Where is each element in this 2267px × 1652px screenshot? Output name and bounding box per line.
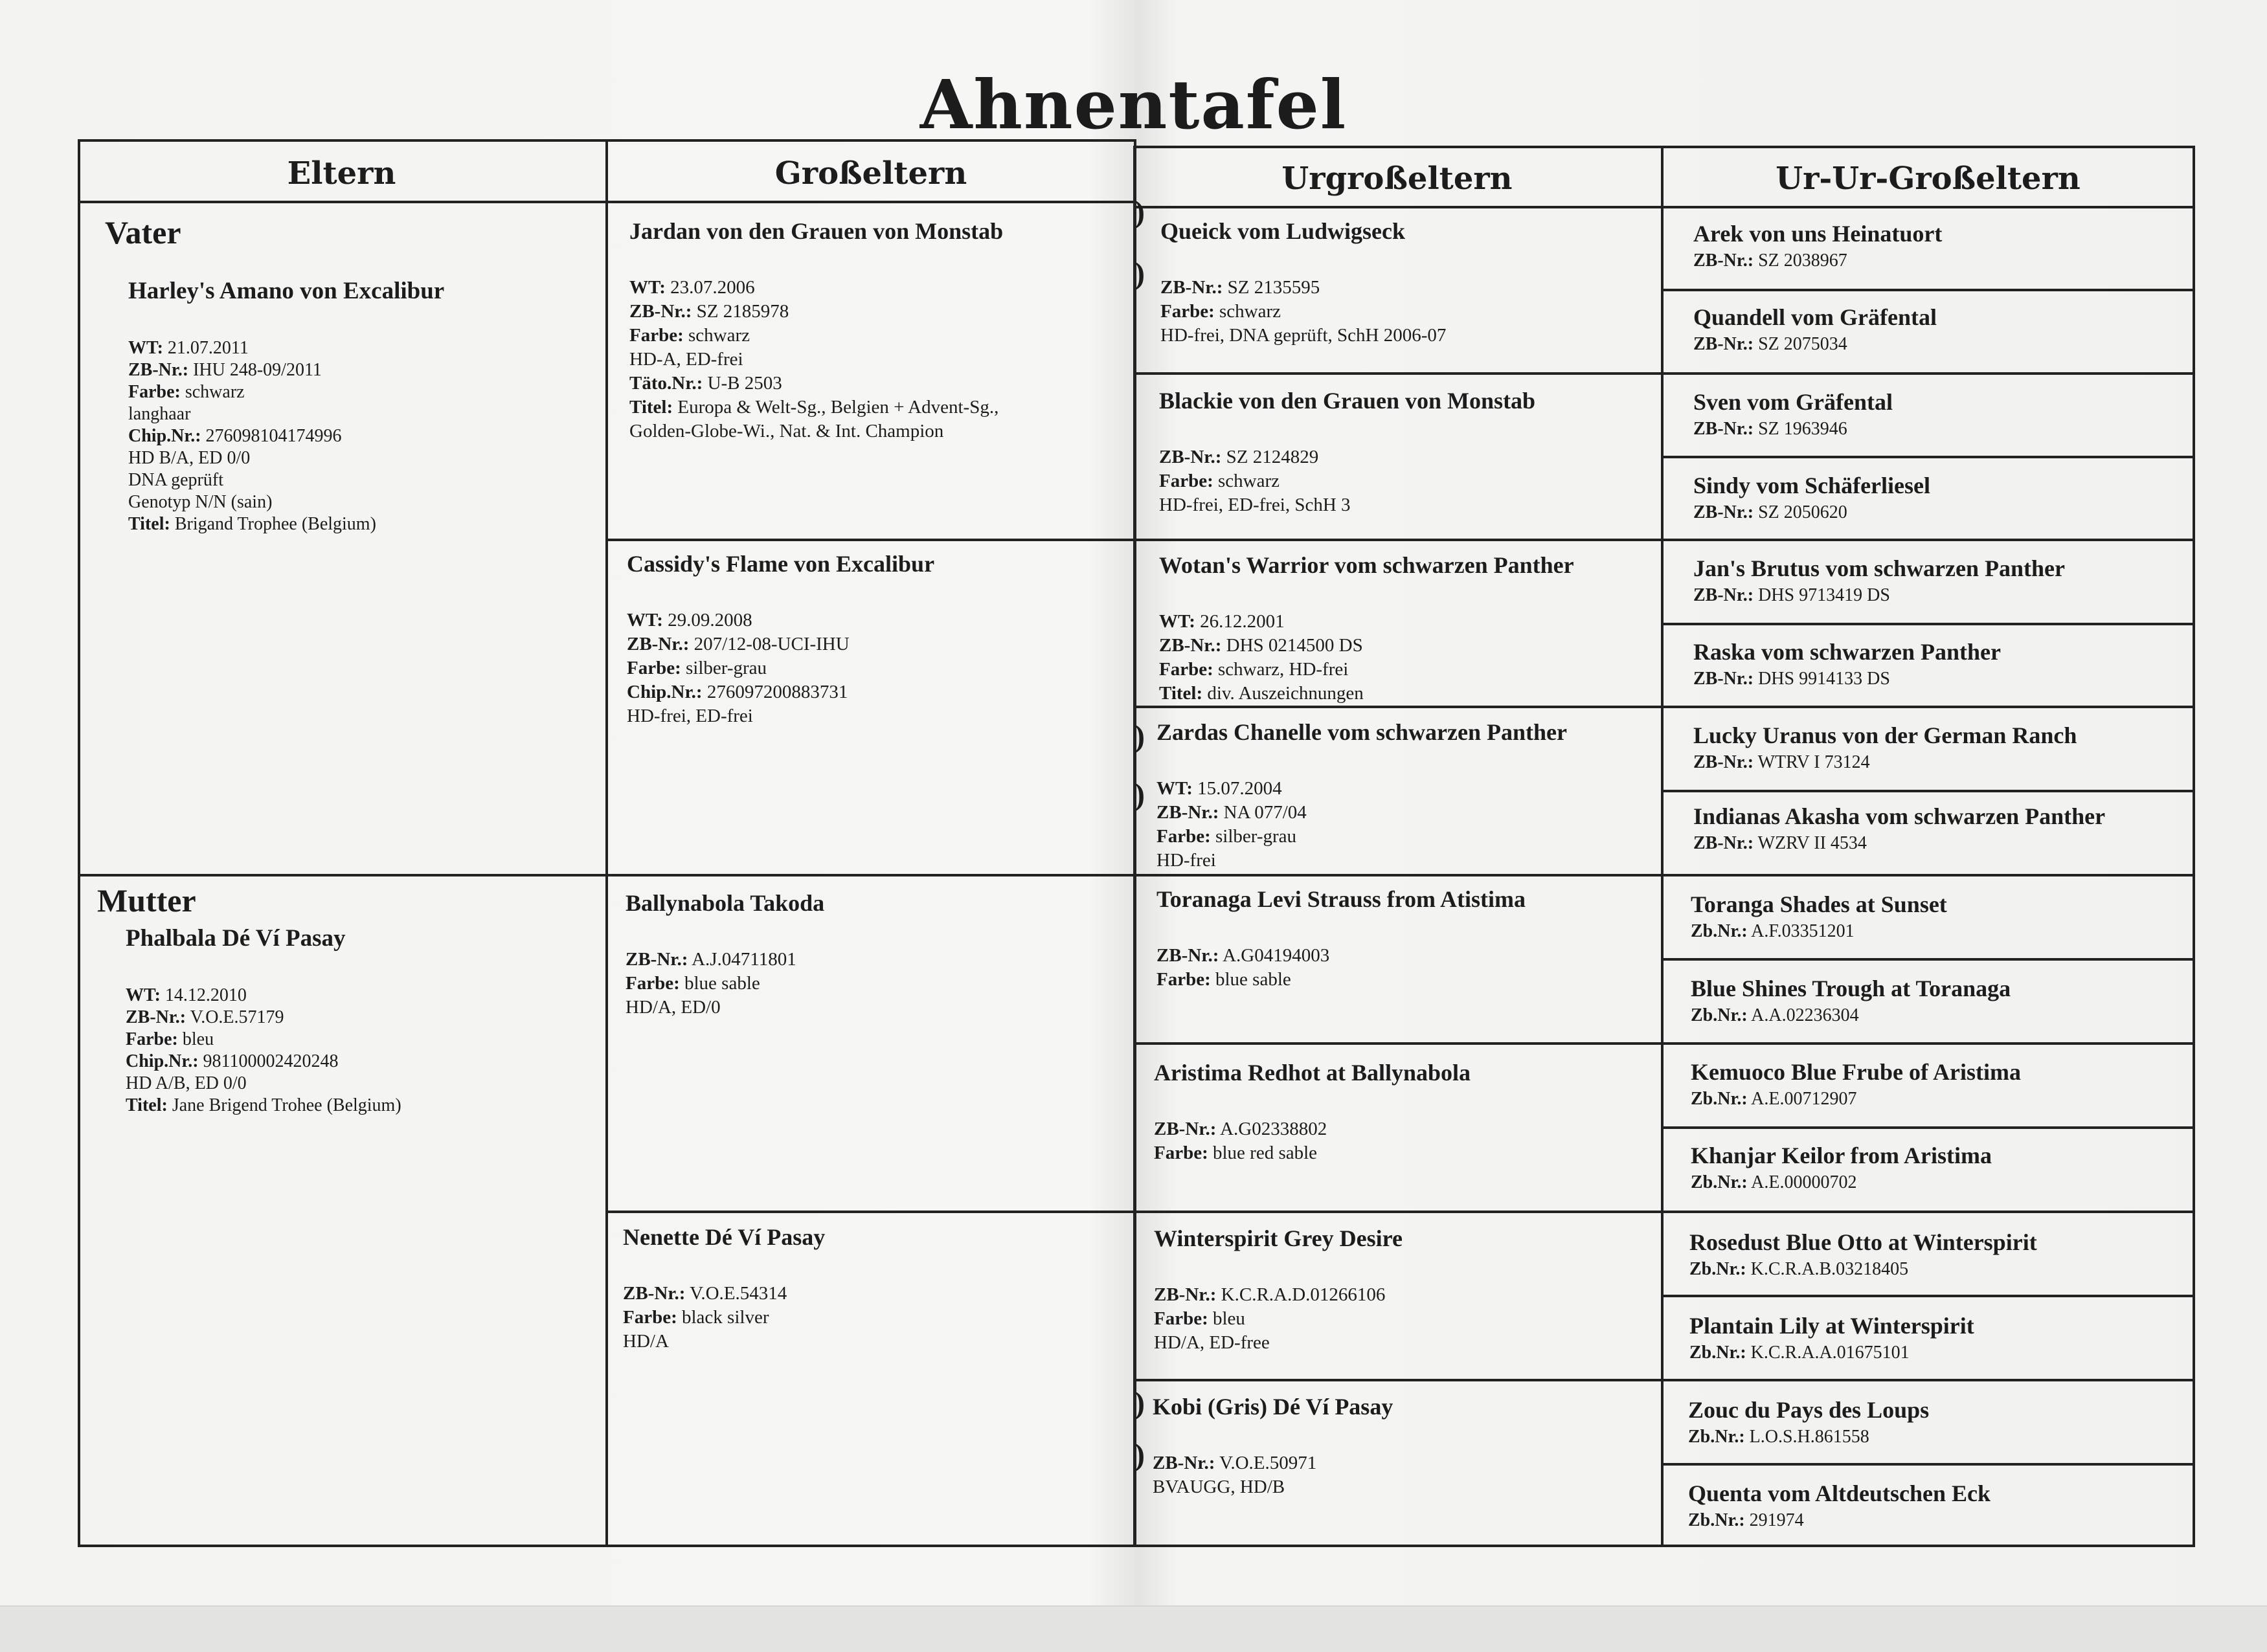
gggp-5-name: Jan's Brutus vom schwarzen Panther <box>1693 555 2065 581</box>
gp2-wt-label: WT: <box>627 610 663 631</box>
ggp-1-line1: HD-frei, DNA geprüft, SchH 2006-07 <box>1160 325 1447 346</box>
gggp-cell-16 <box>1688 1480 2187 1532</box>
grandparent-2-name: Cassidy's Flame von Excalibur <box>627 551 935 577</box>
ggp-6-farbe: blue red sable <box>1213 1143 1318 1163</box>
gggp-16-zb: 291974 <box>1749 1510 1804 1530</box>
grandparent-3-farbe: blue sable <box>684 973 760 994</box>
binding-mark: ) <box>1134 1438 1145 1472</box>
ggp8-zb-label: ZB-Nr.: <box>1153 1453 1215 1473</box>
gggp-2-zb: SZ 2075034 <box>1758 334 1847 354</box>
grandparent-2-zb: 207/12-08-UCI-IHU <box>694 634 850 654</box>
ggp-7-line1: HD/A, ED-free <box>1154 1332 1270 1353</box>
father-titel: Brigand Trophee (Belgium) <box>174 514 376 534</box>
grandparent-cell-1 <box>629 218 1128 443</box>
grandparent-1-name: Jardan von den Grauen von Monstab <box>629 218 1004 244</box>
gp4-zb-label: ZB-Nr.: <box>623 1283 686 1304</box>
gggp-2-name: Quandell vom Gräfental <box>1693 304 1937 330</box>
ggp-1-name: Queick vom Ludwigseck <box>1160 218 1406 244</box>
gggp-divider-3 <box>1661 456 2195 458</box>
mother-cell <box>97 882 596 1117</box>
ggp6-farbe-label: Farbe: <box>1154 1143 1208 1163</box>
gggp-divider-10 <box>1661 1042 2195 1045</box>
grandparent-3-line1: HD/A, ED/0 <box>626 997 721 1018</box>
grandparent-1-taeto: U-B 2503 <box>707 373 782 394</box>
gggp-cell-5 <box>1693 555 2192 607</box>
father-wt: 21.07.2011 <box>167 338 249 358</box>
ggp3-farbe-label: Farbe: <box>1159 659 1213 680</box>
mother-wt: 14.12.2010 <box>164 985 247 1005</box>
ggp4-zb-label: ZB-Nr.: <box>1156 802 1219 823</box>
ggp3-titel-label: Titel: <box>1159 683 1203 704</box>
father-wt-label: WT: <box>128 338 163 358</box>
ggp-2-line1: HD-frei, ED-frei, SchH 3 <box>1159 495 1351 515</box>
ggp-divider-3 <box>1133 706 1662 708</box>
gggp-9-zb: A.F.03351201 <box>1751 921 1855 941</box>
grandparent-1-titel: Europa & Welt-Sg., Belgien + Advent-Sg., <box>677 397 999 418</box>
ggp-3-farbe: schwarz, HD-frei <box>1218 659 1349 680</box>
gggp-divider-11 <box>1661 1126 2195 1129</box>
gggp-7-label: ZB-Nr.: <box>1693 752 1754 772</box>
grandparent-1-line1: HD-A, ED-frei <box>629 349 743 370</box>
grandparent-1-titel2: Golden-Globe-Wi., Nat. & Int. Champion <box>629 421 944 441</box>
father-titel-label: Titel: <box>128 514 170 534</box>
ggp-3-titel: div. Auszeichnungen <box>1207 683 1364 704</box>
gggp-12-name: Khanjar Keilor from Aristima <box>1691 1143 1992 1168</box>
gggp-divider-4 <box>1661 539 2195 541</box>
grandparent-4-zb: V.O.E.54314 <box>690 1283 787 1304</box>
grandparent-4-name: Nenette Dé Ví Pasay <box>623 1224 826 1250</box>
gggp-8-zb: WZRV II 4534 <box>1757 833 1867 853</box>
great-grandparent-cell-1 <box>1160 218 1659 348</box>
gggp-13-label: Zb.Nr.: <box>1689 1259 1746 1279</box>
ggp-divider-1 <box>1133 372 1662 375</box>
gp4-farbe-label: Farbe: <box>623 1307 677 1328</box>
gggp-divider-15 <box>1661 1463 2195 1466</box>
gp2-zb-label: ZB-Nr.: <box>627 634 690 654</box>
gggp-15-name: Zouc du Pays des Loups <box>1688 1397 1930 1423</box>
gp1-taeto-label: Täto.Nr.: <box>629 373 703 394</box>
ggp-3-name: Wotan's Warrior vom schwarzen Panther <box>1159 552 1574 578</box>
ggp5-farbe-label: Farbe: <box>1156 969 1211 990</box>
gggp-10-name: Blue Shines Trough at Toranaga <box>1691 976 2011 1001</box>
ggp2-zb-label: ZB-Nr.: <box>1159 447 1222 467</box>
right-header-line <box>1133 206 2195 208</box>
great-grandparent-cell-5 <box>1156 886 1655 992</box>
gggp-divider-1 <box>1661 289 2195 291</box>
gggp-cell-10 <box>1691 975 2189 1027</box>
ggp-2-zb: SZ 2124829 <box>1226 447 1319 467</box>
gggp-2-label: ZB-Nr.: <box>1693 334 1754 354</box>
ggp-5-zb: A.G04194003 <box>1223 945 1330 966</box>
grandparent-2-wt: 29.09.2008 <box>668 610 752 631</box>
gggp-cell-6 <box>1693 638 2192 690</box>
gggp-14-label: Zb.Nr.: <box>1689 1343 1746 1363</box>
header-grosseltern: Großeltern <box>774 155 967 192</box>
mother-role: Mutter <box>97 882 196 919</box>
gggp-divider-13 <box>1661 1295 2195 1297</box>
gggp-5-zb: DHS 9713419 DS <box>1758 585 1890 605</box>
father-farbe: schwarz <box>185 382 245 402</box>
grandparent-cell-3 <box>626 889 1124 1020</box>
gggp-6-zb: DHS 9914133 DS <box>1758 669 1890 689</box>
ggp-2-name: Blackie von den Grauen von Monstab <box>1159 388 1536 414</box>
ggp-2-farbe: schwarz <box>1218 471 1280 491</box>
grandparent-2-farbe: silber-grau <box>686 658 767 678</box>
gggp-11-zb: A.E.00712907 <box>1751 1089 1857 1109</box>
gggp-cell-14 <box>1689 1312 2188 1364</box>
eltern-divider <box>78 874 607 876</box>
gggp-5-label: ZB-Nr.: <box>1693 585 1754 605</box>
grandparent-2-line1: HD-frei, ED-frei <box>627 706 753 726</box>
mother-zb: V.O.E.57179 <box>190 1007 284 1027</box>
gggp-cell-1 <box>1693 220 2192 272</box>
mother-chip: 981100002420248 <box>203 1051 339 1071</box>
ggp-7-farbe: bleu <box>1213 1308 1245 1329</box>
mother-zb-label: ZB-Nr.: <box>126 1007 186 1027</box>
gggp-1-label: ZB-Nr.: <box>1693 251 1754 271</box>
father-hd: HD B/A, ED 0/0 <box>128 448 251 468</box>
gggp-12-zb: A.E.00000702 <box>1751 1172 1857 1192</box>
father-genotyp: Genotyp N/N (sain) <box>128 492 273 512</box>
mother-hd: HD A/B, ED 0/0 <box>126 1073 247 1093</box>
father-zb-label: ZB-Nr.: <box>128 360 189 380</box>
gp2-farbe-label: Farbe: <box>627 658 681 678</box>
gp1-farbe-label: Farbe: <box>629 325 684 346</box>
gggp-15-label: Zb.Nr.: <box>1688 1427 1745 1447</box>
header-urgrosseltern: Urgroßeltern <box>1281 161 1513 197</box>
gp-divider-2 <box>605 874 1136 876</box>
gggp-divider-8 <box>1661 874 2195 876</box>
ggp-3-wt: 26.12.2001 <box>1200 611 1285 632</box>
gggp-cell-8 <box>1693 803 2192 854</box>
gggp-8-label: ZB-Nr.: <box>1693 833 1754 853</box>
great-grandparent-cell-6 <box>1154 1059 1652 1165</box>
gggp-10-zb: A.A.02236304 <box>1751 1005 1859 1025</box>
mother-titel-label: Titel: <box>126 1095 168 1115</box>
right-column-divider <box>1661 146 1664 1547</box>
ggp2-farbe-label: Farbe: <box>1159 471 1213 491</box>
gggp-8-name: Indianas Akasha vom schwarzen Panther <box>1693 803 2106 829</box>
ggp-divider-4 <box>1133 874 1662 876</box>
left-column-divider <box>605 139 608 1547</box>
grandparent-1-wt: 23.07.2006 <box>670 277 755 298</box>
grandparent-1-zb: SZ 2185978 <box>696 301 789 322</box>
mother-name: Phalbala Dé Ví Pasay <box>126 925 346 952</box>
ggp-8-line1: BVAUGG, HD/B <box>1153 1477 1285 1497</box>
gggp-cell-2 <box>1693 304 2192 355</box>
gp-divider-3 <box>605 1211 1136 1213</box>
gggp-cell-13 <box>1689 1229 2188 1280</box>
gggp-3-label: ZB-Nr.: <box>1693 419 1754 439</box>
gp3-farbe-label: Farbe: <box>626 973 680 994</box>
father-cell <box>105 214 597 535</box>
gp1-wt-label: WT: <box>629 277 666 298</box>
gggp-divider-5 <box>1661 623 2195 625</box>
father-zb: IHU 248-09/2011 <box>193 360 322 380</box>
ggp-7-zb: K.C.R.A.D.01266106 <box>1221 1284 1386 1305</box>
gggp-6-name: Raska vom schwarzen Panther <box>1693 639 2001 665</box>
gggp-13-zb: K.C.R.A.B.03218405 <box>1750 1259 1909 1279</box>
ggp-4-line1: HD-frei <box>1156 850 1216 871</box>
father-name: Harley's Amano von Excalibur <box>128 278 445 304</box>
great-grandparent-cell-7 <box>1154 1225 1652 1355</box>
father-extra: langhaar <box>128 404 191 424</box>
ggp6-zb-label: ZB-Nr.: <box>1154 1119 1217 1139</box>
gggp-9-name: Toranga Shades at Sunset <box>1691 891 1947 917</box>
gggp-1-name: Arek von uns Heinatuort <box>1693 221 1943 247</box>
mother-titel: Jane Brigend Trohee (Belgium) <box>172 1095 401 1115</box>
ggp4-wt-label: WT: <box>1156 778 1193 799</box>
gp-divider-1 <box>605 539 1136 541</box>
father-chip-label: Chip.Nr.: <box>128 426 201 446</box>
gggp-cell-9 <box>1691 891 2189 943</box>
ggp-8-name: Kobi (Gris) Dé Ví Pasay <box>1153 1394 1393 1420</box>
gp3-zb-label: ZB-Nr.: <box>626 949 688 970</box>
gggp-divider-9 <box>1661 958 2195 961</box>
binding-mark: ) <box>1134 719 1145 753</box>
gggp-divider-2 <box>1661 372 2195 375</box>
ggp-divider-5 <box>1133 1042 1662 1045</box>
mother-farbe-label: Farbe: <box>126 1029 178 1049</box>
gggp-divider-14 <box>1661 1379 2195 1381</box>
gggp-cell-15 <box>1688 1396 2187 1448</box>
gggp-4-zb: SZ 2050620 <box>1758 502 1847 522</box>
ggp-6-name: Aristima Redhot at Ballynabola <box>1154 1060 1471 1086</box>
gggp-divider-6 <box>1661 706 2195 708</box>
ggp-divider-7 <box>1133 1379 1662 1381</box>
ggp-1-farbe: schwarz <box>1219 301 1281 322</box>
ggp-4-wt: 15.07.2004 <box>1197 778 1282 799</box>
ggp-5-farbe: blue sable <box>1215 969 1291 990</box>
gggp-14-zb: K.C.R.A.A.01675101 <box>1750 1343 1910 1363</box>
gp2-chip-label: Chip.Nr.: <box>627 682 703 702</box>
ggp-4-farbe: silber-grau <box>1215 826 1297 847</box>
gggp-16-label: Zb.Nr.: <box>1688 1510 1745 1530</box>
father-dna: DNA geprüft <box>128 470 223 490</box>
gggp-16-name: Quenta vom Altdeutschen Eck <box>1688 1480 1991 1506</box>
ggp-3-zb: DHS 0214500 DS <box>1226 635 1363 656</box>
gggp-11-label: Zb.Nr.: <box>1691 1089 1748 1109</box>
gggp-cell-4 <box>1693 472 2192 524</box>
gggp-13-name: Rosedust Blue Otto at Winterspirit <box>1689 1229 2037 1255</box>
gggp-10-label: Zb.Nr.: <box>1691 1005 1748 1025</box>
gggp-cell-11 <box>1691 1058 2189 1110</box>
grandparent-2-chip: 276097200883731 <box>706 682 848 702</box>
gggp-1-zb: SZ 2038967 <box>1758 251 1847 271</box>
ggp-4-zb: NA 077/04 <box>1223 802 1307 823</box>
ggp-6-zb: A.G02338802 <box>1220 1119 1327 1139</box>
gggp-9-label: Zb.Nr.: <box>1691 921 1748 941</box>
header-ururgrosseltern: Ur-Ur-Großeltern <box>1776 161 2081 197</box>
gggp-15-zb: L.O.S.H.861558 <box>1749 1427 1869 1447</box>
grandparent-3-zb: A.J.04711801 <box>692 949 796 970</box>
father-role: Vater <box>105 214 181 251</box>
great-grandparent-cell-2 <box>1159 387 1658 517</box>
binding-mark: ) <box>1134 777 1145 812</box>
grandparent-3-name: Ballynabola Takoda <box>626 890 825 916</box>
ggp-7-name: Winterspirit Grey Desire <box>1154 1225 1403 1251</box>
ggp7-zb-label: ZB-Nr.: <box>1154 1284 1217 1305</box>
gp1-titel-label: Titel: <box>629 397 673 418</box>
gggp-6-label: ZB-Nr.: <box>1693 669 1754 689</box>
gggp-3-zb: SZ 1963946 <box>1758 419 1847 439</box>
ggp1-farbe-label: Farbe: <box>1160 301 1215 322</box>
mother-farbe: bleu <box>182 1029 214 1049</box>
grandparent-4-farbe: black silver <box>682 1307 769 1328</box>
ggp-5-name: Toranaga Levi Strauss from Atistima <box>1156 886 1526 912</box>
ggp-divider-2 <box>1133 539 1662 541</box>
mother-chip-label: Chip.Nr.: <box>126 1051 199 1071</box>
binding-mark: ) <box>1134 195 1145 229</box>
ggp7-farbe-label: Farbe: <box>1154 1308 1208 1329</box>
page-bottom-edge <box>0 1605 2267 1652</box>
left-header-line <box>78 201 1136 203</box>
gp1-zb-label: ZB-Nr.: <box>629 301 692 322</box>
gggp-7-name: Lucky Uranus von der German Ranch <box>1693 722 2077 748</box>
gggp-12-label: Zb.Nr.: <box>1691 1172 1748 1192</box>
great-grandparent-cell-4 <box>1156 719 1655 873</box>
ggp3-wt-label: WT: <box>1159 611 1195 632</box>
gggp-cell-12 <box>1691 1142 2189 1194</box>
header-eltern: Eltern <box>287 155 396 192</box>
father-chip: 276098104174996 <box>205 426 342 446</box>
ggp-divider-6 <box>1133 1211 1662 1213</box>
ggp3-zb-label: ZB-Nr.: <box>1159 635 1222 656</box>
gggp-4-name: Sindy vom Schäferliesel <box>1693 473 1930 498</box>
gggp-cell-7 <box>1693 722 2192 774</box>
page-title: Ahnentafel <box>919 65 1348 144</box>
gggp-7-zb: WTRV I 73124 <box>1757 752 1870 772</box>
grandparent-1-farbe: schwarz <box>688 325 750 346</box>
gggp-4-label: ZB-Nr.: <box>1693 502 1754 522</box>
ggp-1-zb: SZ 2135595 <box>1227 277 1320 298</box>
gggp-cell-3 <box>1693 388 2192 440</box>
grandparent-cell-2 <box>627 550 1125 728</box>
ggp-8-zb: V.O.E.50971 <box>1219 1453 1317 1473</box>
binding-mark: ) <box>1134 1386 1145 1420</box>
ggp5-zb-label: ZB-Nr.: <box>1156 945 1219 966</box>
gggp-14-name: Plantain Lily at Winterspirit <box>1689 1313 1974 1339</box>
grandparent-cell-4 <box>623 1223 1122 1354</box>
gggp-divider-7 <box>1661 790 2195 792</box>
grandparent-4-line1: HD/A <box>623 1331 669 1352</box>
gggp-3-name: Sven vom Gräfental <box>1693 389 1893 415</box>
ggp-4-name: Zardas Chanelle vom schwarzen Panther <box>1156 719 1567 745</box>
mother-wt-label: WT: <box>126 985 161 1005</box>
great-grandparent-cell-3 <box>1159 552 1658 706</box>
great-grandparent-cell-8 <box>1153 1393 1651 1499</box>
father-farbe-label: Farbe: <box>128 382 181 402</box>
gggp-divider-12 <box>1661 1211 2195 1213</box>
binding-mark: ) <box>1134 256 1145 291</box>
gggp-11-name: Kemuoco Blue Frube of Aristima <box>1691 1059 2021 1085</box>
ggp4-farbe-label: Farbe: <box>1156 826 1211 847</box>
ggp1-zb-label: ZB-Nr.: <box>1160 277 1223 298</box>
